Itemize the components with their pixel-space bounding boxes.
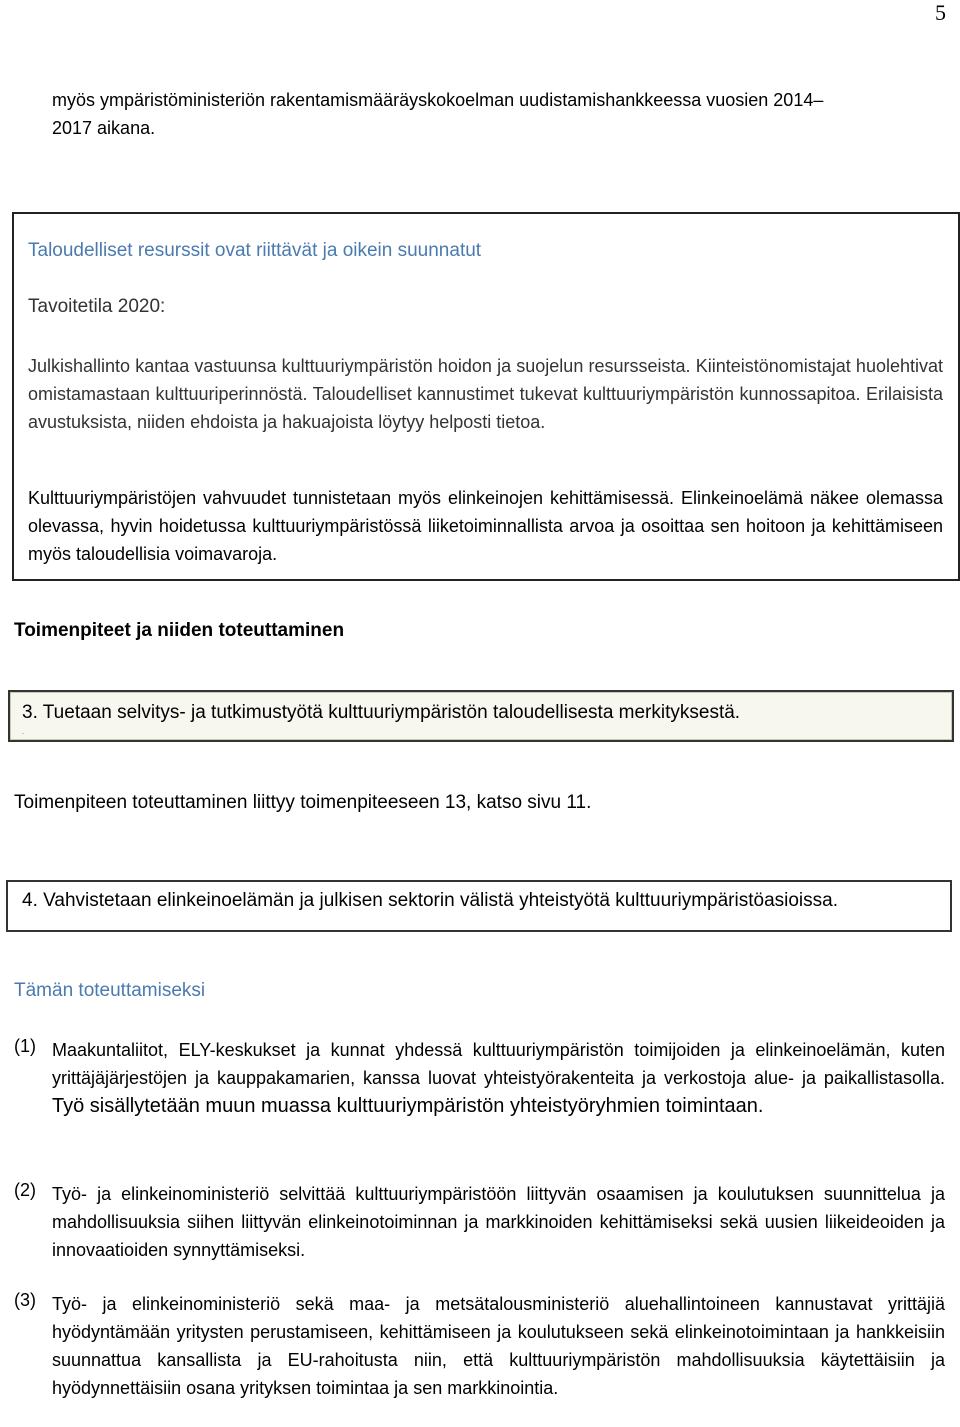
list-item-1-text: Maakuntaliitot, ELY-keskukset ja kunnat yhdessä kulttuuriympäristön toimijoiden ja elinkeinoelämän, kuten yrittäjäjärjestöjen ja kauppakamarien, kanssa luovat yhteistyörakenteita ja verkostoja alue- ja paikallistasolla. [52,1040,945,1088]
list-item-3 [52,1290,945,1402]
list-item-1-number [14,1036,36,1057]
item-number: (2) [14,1180,36,1200]
list-item-1-text-tail: Työ sisällytetään muun muassa kulttuuriympäristön yhteistyöryhmien toimintaan. [52,1095,764,1117]
action-3-mark: - [22,731,24,737]
list-item-2 [52,1180,945,1264]
list-item-1 [52,1036,945,1120]
implementation-heading: Tämän toteuttamiseksi [14,980,206,1001]
action-3-text: 3. Tuetaan selvitys- ja tutkimustyötä kulttuuriympäristön taloudellisesta merkityksestä. [22,702,741,723]
list-item-2-number [14,1180,36,1201]
goal-box-paragraph-2: Kulttuuriympäristöjen vahvuudet tunnistetaan myös elinkeinojen kehittämisessä. Elinkeinoelämä näkee olemassa olevassa, hyvin hoidetussa kulttuuriympäristössä liiketoiminnallista arvoa ja osoittaa sen hoitoon ja kehittämiseen myös taloudellisia voimavaroja. [28,488,943,564]
action-4-text: 4. Vahvistetaan elinkeinoelämän ja julkisen sektorin välistä yhteistyötä kulttuuriympäristöasioissa. [22,890,838,911]
goal-box-subtitle: Tavoitetila 2020: [28,296,166,317]
list-item-3-text: Työ- ja elinkeinoministeriö sekä maa- ja metsätalousministeriö aluehallintoineen kannustavat yrittäjiä hyödyntämään yritysten perustamiseen, kehittämiseen ja koulutukseen sekä elinkeinotoimintaan ja hankkeisiin suunnattua kansallista ja EU-rahoitusta niin, että kulttuuriympäristön mahdollisuuksia käytettäisiin ja hyödynnettäisiin osana yrityksen toimintaa ja sen markkinointia. [52,1294,945,1398]
list-item-2-text: Työ- ja elinkeinoministeriö selvittää kulttuuriympäristöön liittyvän osaamisen ja koulutuksen suunnittelua ja mahdollisuuksia siihen liittyvän elinkeinotoiminnan ja markkinoiden kehittämiseksi sekä uusien liikeideoiden ja innovaatioiden synnyttämiseksi. [52,1184,945,1260]
intro-line-2: 2017 aikana. [52,118,156,138]
actions-heading: Toimenpiteet ja niiden toteuttaminen [14,620,345,641]
list-item-3-number [14,1290,36,1311]
action-3-note: Toimenpiteen toteuttaminen liittyy toimenpiteeseen 13, katso sivu 11. [14,792,592,813]
goal-box-paragraph-1: Julkishallinto kantaa vastuunsa kulttuuriympäristön hoidon ja suojelun resursseista. Kiinteistönomistajat huolehtivat omistamastaan kulttuuriperinnöstä. Taloudelliset kannustimet tukevat kulttuuriympäristön kunnossapitoa. Erilaisista avustuksista, niiden ehdoista ja hakuajoista löytyy helposti tietoa. [28,356,943,432]
item-number: (1) [14,1036,36,1056]
item-number: (3) [14,1290,36,1310]
intro-line-1: myös ympäristöministeriön rakentamismääräyskokoelman uudistamishankkeessa vuosien 2014– [52,90,824,110]
goal-box-title: Taloudelliset resurssit ovat riittävät ja oikein suunnatut [28,240,482,261]
intro-paragraph [52,86,947,142]
page-number: 5 [935,0,946,25]
